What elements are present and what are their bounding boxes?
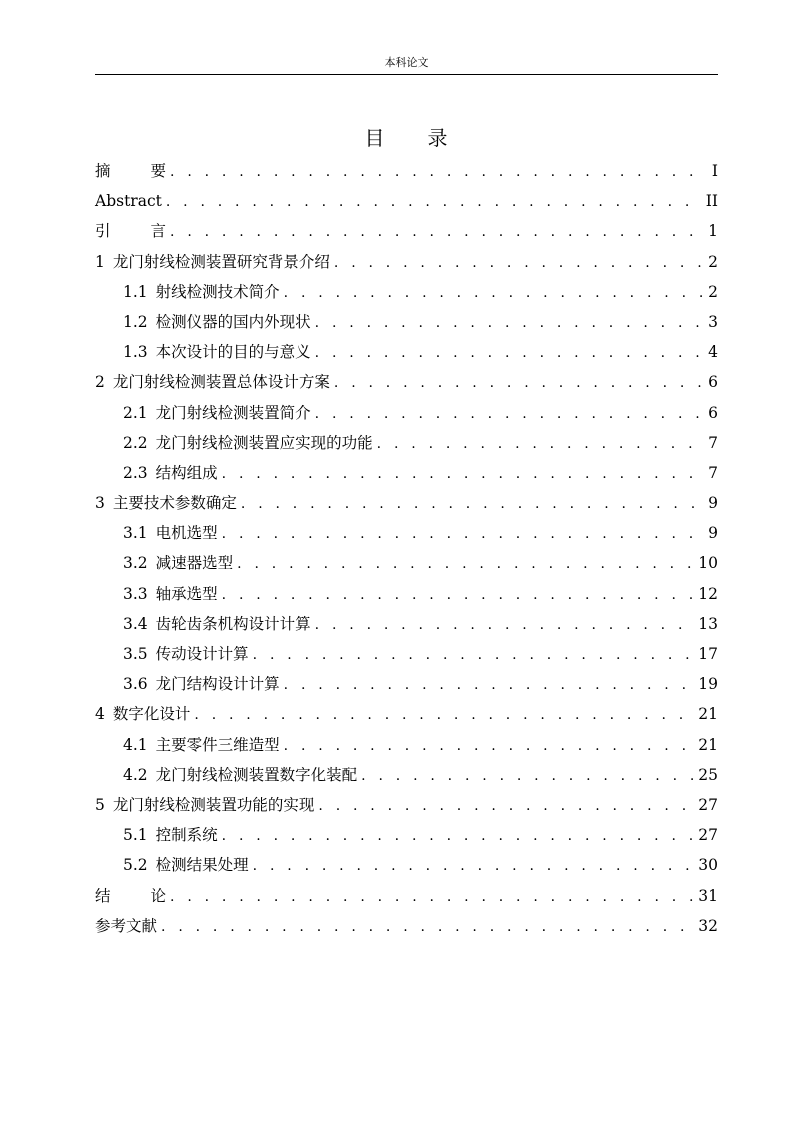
toc-entry-number: 5.1	[123, 826, 148, 845]
toc-entry-label	[95, 488, 237, 518]
toc-entry-label	[95, 699, 190, 729]
toc-entry-page: I	[711, 162, 718, 180]
toc-entry-title: 结构组成	[155, 463, 218, 482]
toc-entry-title: 龙门射线检测装置功能的实现	[112, 795, 315, 814]
toc-entry[interactable]	[95, 639, 718, 669]
toc-entry-page: 2	[708, 252, 718, 271]
toc-entry-label	[95, 156, 166, 186]
toc-entry[interactable]	[95, 790, 718, 820]
toc-entry-number: 3.1	[123, 524, 148, 543]
toc-entry-title: Abstract	[95, 192, 162, 211]
toc-entry-page: 6	[708, 373, 718, 392]
toc-entry[interactable]	[95, 307, 718, 337]
toc-entry-title: 龙门射线检测装置总体设计方案	[112, 373, 330, 392]
toc-entry-number: 2.2	[123, 433, 148, 452]
toc-entry-page: 3	[708, 312, 718, 331]
toc-entry-label	[123, 337, 311, 367]
toc-entry-page: 21	[698, 735, 718, 754]
toc-entry-label	[123, 820, 218, 850]
toc-entry[interactable]	[95, 156, 718, 186]
toc-entry[interactable]	[95, 458, 718, 488]
toc-entry-title: 本次设计的目的与意义	[155, 343, 311, 362]
toc-entry-label	[123, 850, 249, 880]
toc-leader-dots	[161, 912, 694, 942]
toc-entry-title: 传动设计计算	[155, 645, 249, 663]
toc-entry-label	[123, 428, 373, 458]
toc-entry-label	[95, 881, 166, 911]
toc-entry[interactable]	[95, 247, 718, 277]
toc-entry[interactable]	[95, 911, 718, 941]
toc-entry-title-char: 要	[150, 162, 167, 180]
toc-entry[interactable]	[95, 488, 718, 518]
toc-entry-title: 参考文献	[95, 916, 158, 935]
toc-entry-title: 电机选型	[155, 524, 218, 543]
toc-entry[interactable]	[95, 398, 718, 428]
toc-entry-title: 数字化设计	[112, 705, 191, 724]
toc-leader-dots	[170, 157, 704, 187]
toc-entry-page: 7	[708, 463, 718, 482]
toc-entry-page: 21	[698, 705, 718, 724]
toc-entry[interactable]	[95, 820, 718, 850]
toc-entry-title-char: 引	[95, 222, 111, 241]
toc-entry[interactable]	[95, 518, 718, 548]
toc-entry-title: 轴承选型	[155, 584, 218, 603]
toc-entry-number: 1.1	[123, 282, 148, 301]
toc-leader-dots	[315, 399, 704, 429]
toc-leader-dots	[253, 851, 695, 881]
toc-entry[interactable]	[95, 216, 718, 246]
toc-leader-dots	[361, 761, 694, 791]
toc-entry-page: 17	[698, 645, 718, 663]
toc-leader-dots	[334, 248, 704, 278]
toc-entry-number: 3.2	[123, 554, 148, 573]
toc-leader-dots	[166, 187, 702, 217]
toc-leader-dots	[318, 791, 694, 821]
toc-entry-label	[123, 518, 218, 548]
toc-entry-number: 1	[95, 252, 105, 271]
page-title	[95, 124, 718, 152]
toc-entry-page: 10	[698, 554, 718, 573]
toc-entry-page: 30	[698, 856, 718, 875]
toc-entry-title-char: 论	[150, 886, 167, 905]
toc-entry-title: 主要技术参数确定	[112, 494, 237, 513]
toc-entry-label	[123, 609, 311, 639]
toc-entry-label	[95, 367, 330, 397]
page-header	[95, 54, 718, 75]
toc-entry-title-char: 言	[150, 222, 167, 241]
toc-entry-title: 减速器选型	[155, 554, 234, 573]
toc-entry[interactable]	[95, 579, 718, 609]
toc-entry-number: 3.6	[123, 675, 148, 694]
toc-entry-label	[95, 186, 162, 216]
toc-entry-number: 2.1	[123, 403, 148, 422]
toc-leader-dots	[284, 731, 695, 761]
toc-entry-page: 13	[698, 614, 718, 633]
toc-entry[interactable]	[95, 367, 718, 397]
toc-entry-page: 12	[698, 584, 718, 603]
table-of-contents	[95, 156, 718, 941]
toc-entry-title: 检测仪器的国内外现状	[155, 312, 311, 331]
toc-entry-number: 4.1	[123, 735, 148, 754]
toc-leader-dots	[237, 549, 694, 579]
toc-entry-label	[95, 247, 330, 277]
toc-entry-title: 齿轮齿条机构设计计算	[155, 614, 311, 633]
toc-leader-dots	[284, 670, 695, 700]
toc-entry-page: 7	[708, 433, 718, 452]
toc-entry[interactable]	[95, 850, 718, 880]
toc-entry[interactable]	[95, 881, 718, 911]
toc-leader-dots	[253, 640, 695, 670]
toc-leader-dots	[222, 459, 704, 489]
toc-entry[interactable]	[95, 699, 718, 729]
toc-leader-dots	[170, 882, 694, 912]
toc-leader-dots	[222, 519, 704, 549]
toc-entry[interactable]	[95, 186, 718, 216]
toc-entry-label	[123, 307, 311, 337]
toc-entry[interactable]	[95, 669, 718, 699]
toc-entry-page: 2	[708, 282, 718, 301]
toc-entry-label	[123, 669, 280, 699]
toc-entry-label	[95, 911, 157, 941]
toc-entry-number: 3.3	[123, 584, 148, 603]
toc-entry[interactable]	[95, 277, 718, 307]
toc-entry-title: 检测结果处理	[155, 856, 249, 875]
toc-entry-label	[123, 277, 280, 307]
toc-leader-dots	[241, 489, 704, 519]
toc-entry-number: 2.3	[123, 463, 148, 482]
toc-entry-label	[123, 548, 233, 578]
title-second-char: 录	[427, 126, 449, 150]
toc-entry-label	[123, 458, 218, 488]
toc-leader-dots	[170, 217, 704, 247]
toc-entry-title: 龙门射线检测装置简介	[155, 403, 311, 422]
toc-entry-page: II	[705, 192, 718, 211]
toc-entry-label	[95, 790, 314, 820]
toc-entry-page: 9	[708, 524, 718, 543]
toc-entry-number: 3.4	[123, 614, 148, 633]
toc-entry-number: 4	[95, 705, 105, 724]
toc-entry[interactable]	[95, 337, 718, 367]
toc-entry-label	[123, 760, 357, 790]
toc-entry-page: 19	[698, 675, 718, 694]
toc-entry-page: 32	[698, 916, 718, 935]
toc-leader-dots	[315, 610, 695, 640]
toc-entry-number: 2	[95, 373, 105, 392]
toc-entry-title-char: 结	[95, 886, 111, 905]
toc-entry[interactable]	[95, 609, 718, 639]
toc-entry[interactable]	[95, 548, 718, 578]
toc-leader-dots	[334, 368, 704, 398]
toc-entry-page: 27	[698, 795, 718, 814]
toc-entry-label	[95, 216, 166, 246]
toc-entry-label	[123, 639, 249, 669]
toc-entry-page: 1	[708, 222, 718, 241]
toc-entry-number: 3	[95, 494, 105, 513]
toc-entry-label	[123, 398, 311, 428]
toc-entry-page: 31	[698, 886, 718, 905]
toc-leader-dots	[284, 278, 704, 308]
toc-entry-page: 27	[698, 826, 718, 845]
toc-leader-dots	[377, 429, 704, 459]
toc-entry-number: 4.2	[123, 765, 148, 784]
toc-entry-number: 5	[95, 795, 105, 814]
toc-entry-number: 3.5	[123, 645, 148, 663]
toc-entry[interactable]	[95, 428, 718, 458]
toc-entry-title: 龙门射线检测装置数字化装配	[155, 765, 358, 784]
toc-entry-page: 25	[698, 765, 718, 784]
toc-entry-page: 9	[708, 494, 718, 513]
toc-entry-page: 4	[708, 343, 718, 362]
toc-entry[interactable]	[95, 760, 718, 790]
toc-entry-label	[123, 579, 218, 609]
toc-entry-number: 5.2	[123, 856, 148, 875]
toc-leader-dots	[222, 821, 695, 851]
toc-leader-dots	[194, 700, 694, 730]
toc-entry-title: 龙门射线检测装置应实现的功能	[155, 433, 373, 452]
toc-entry-page: 6	[708, 403, 718, 422]
toc-entry-title: 龙门射线检测装置研究背景介绍	[112, 252, 330, 271]
toc-entry-title-char: 摘	[95, 162, 111, 180]
toc-leader-dots	[315, 308, 704, 338]
toc-entry-label	[123, 730, 280, 760]
toc-entry-title: 射线检测技术简介	[155, 282, 280, 301]
toc-leader-dots	[222, 580, 695, 610]
toc-entry[interactable]	[95, 730, 718, 760]
toc-leader-dots	[315, 338, 704, 368]
toc-entry-title: 龙门结构设计计算	[155, 675, 280, 694]
title-first-char: 目	[364, 126, 386, 150]
header-text: 本科论文	[384, 56, 429, 69]
toc-entry-title: 控制系统	[155, 826, 218, 845]
toc-entry-number: 1.2	[123, 312, 148, 331]
toc-entry-title: 主要零件三维造型	[155, 735, 280, 754]
toc-entry-number: 1.3	[123, 343, 148, 362]
